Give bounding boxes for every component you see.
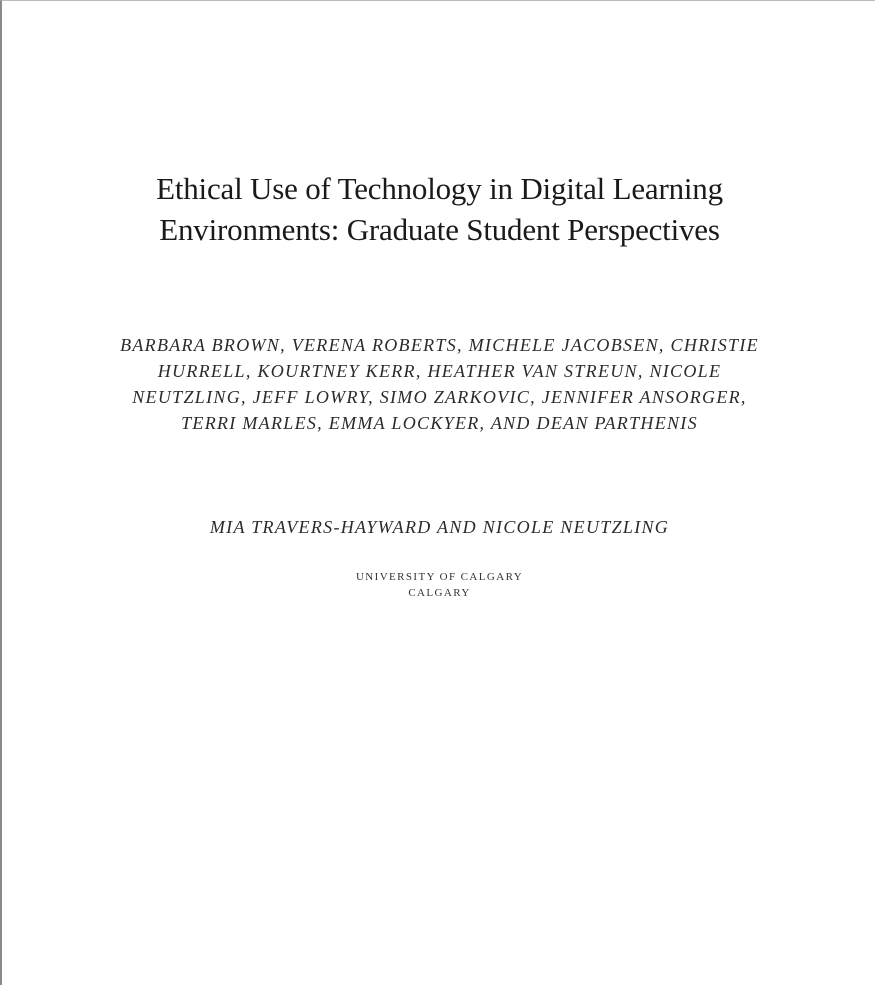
author-line-1: BARBARA BROWN, VERENA ROBERTS, MICHELE JACOBSEN, CHRISTIE [120, 335, 759, 355]
author-list [2, 332, 875, 436]
institution-name: UNIVERSITY OF CALGARY [355, 571, 524, 583]
author-line-4: TERRI MARLES, EMMA LOCKYER, AND DEAN PARTHENIS [181, 413, 698, 433]
author-line-2: HURRELL, KOURTNEY KERR, HEATHER VAN STREUN, NICOLE [157, 361, 722, 381]
editor-names: MIA TRAVERS-HAYWARD AND NICOLE NEUTZLING [209, 517, 670, 537]
author-line-3: NEUTZLING, JEFF LOWRY, SIMO ZARKOVIC, JENNIFER ANSORGER, [132, 387, 747, 407]
title-line-2: Environments: Graduate Student Perspectives [159, 212, 720, 247]
document-title [2, 168, 875, 250]
title-line-1: Ethical Use of Technology in Digital Learning [156, 171, 723, 206]
institution-city: CALGARY [408, 587, 471, 599]
affiliation [2, 569, 875, 601]
